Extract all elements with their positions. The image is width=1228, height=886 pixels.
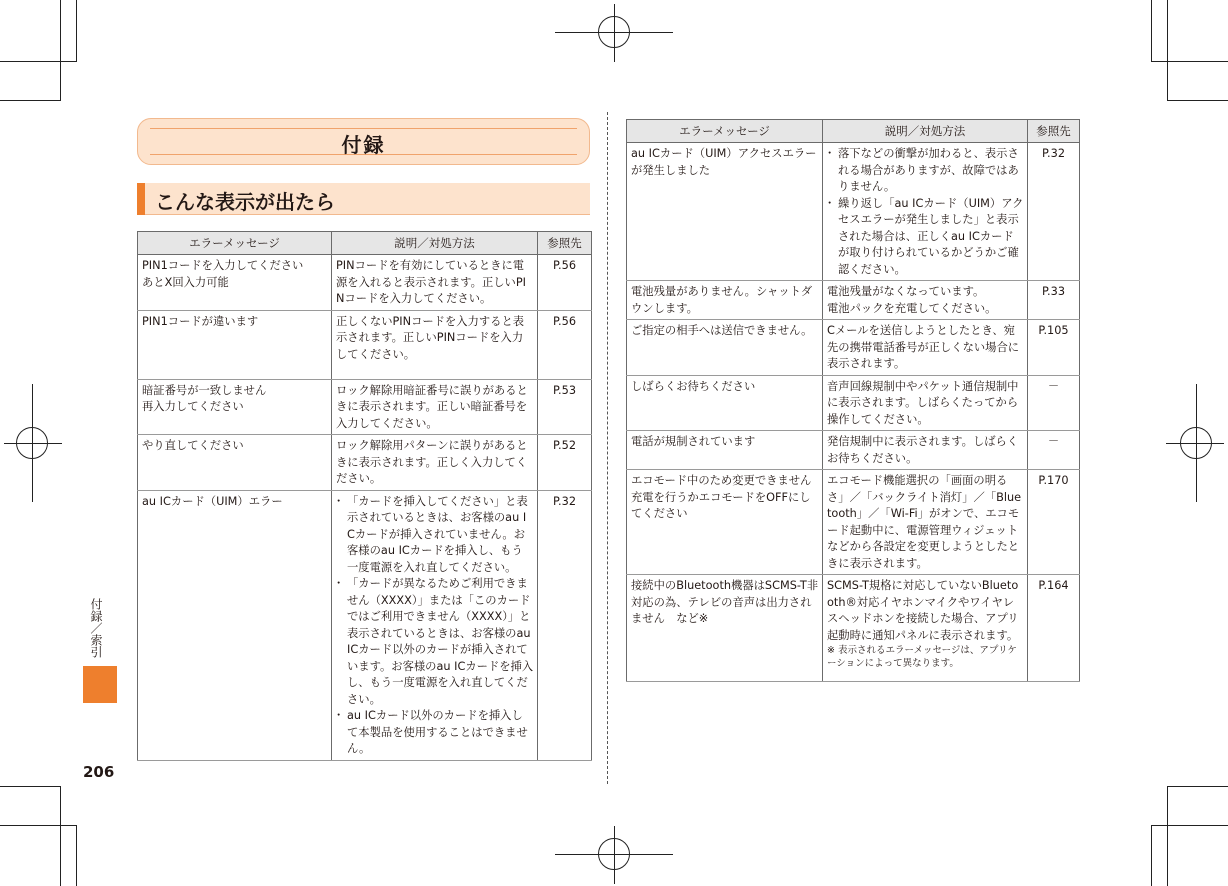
chapter-title: 付録 [341, 133, 386, 157]
error-description: エコモード機能選択の「画面の明るさ」／「バックライト消灯」／「Bluetooth」／「Wi-Fi」がオンで、エコモード起動中に、電源管理ウィジェットなどから各設定を変更しようとしたときに表示されます。 [823, 470, 1028, 575]
page-reference: P.32 [538, 490, 592, 760]
error-message: PIN1コードを入力してください あとX回入力可能 [138, 255, 332, 311]
section-accent-bar [137, 183, 145, 215]
section-title: こんな表示が出たら [155, 190, 335, 214]
error-description: ロック解除用パターンに誤りがあるときに表示されます。正しく入力してください。 [332, 435, 538, 491]
error-message: ご指定の相手へは送信できません。 [627, 320, 823, 376]
header-reference: 参照先 [538, 232, 592, 255]
page-reference: P.164 [1028, 575, 1080, 682]
error-message: 電池残量がありません。シャットダウンします。 [627, 281, 823, 320]
error-description: Cメールを送信しようとしたとき、宛先の携帯電話番号が正しくない場合に表示されます。 [823, 320, 1028, 376]
header-description: 説明／対処方法 [823, 120, 1028, 143]
page-reference: P.52 [538, 435, 592, 491]
bullet-item: ・ 「カードを挿入してください」と表示されているときは、お客様のau ICカードが挿入されていません。お客様のau ICカードを挿入し、もう一度電源を入れ直してください。 [336, 494, 534, 577]
table-row [627, 320, 1080, 376]
table-header-row [627, 120, 1080, 143]
error-description: PINコードを有効にしているときに電源を入れると表示されます。正しいPINコードを入力してください。 [332, 255, 538, 311]
page-reference: P.170 [1028, 470, 1080, 575]
section-header [137, 183, 590, 215]
table-row [138, 490, 592, 760]
header-message: エラーメッセージ [627, 120, 823, 143]
error-description [332, 490, 538, 760]
error-table-right [626, 119, 1080, 682]
table-row [627, 431, 1080, 470]
table-row [627, 470, 1080, 575]
table-row [627, 143, 1080, 281]
table-row [138, 310, 592, 379]
page-reference: P.33 [1028, 281, 1080, 320]
error-message: エコモード中のため変更できません 充電を行うかエコモードをOFFにしてください [627, 470, 823, 575]
error-message: やり直してください [138, 435, 332, 491]
page-reference: P.32 [1028, 143, 1080, 281]
page-reference: P.56 [538, 310, 592, 379]
table-row [138, 435, 592, 491]
error-message: PIN1コードが違います [138, 310, 332, 379]
table-row [627, 575, 1080, 682]
table-row [627, 281, 1080, 320]
error-description: 発信規制中に表示されます。しばらくお待ちください。 [823, 431, 1028, 470]
page-reference: P.53 [538, 379, 592, 435]
error-message: au ICカード（UIM）アクセスエラーが発生しました [627, 143, 823, 281]
header-description: 説明／対処方法 [332, 232, 538, 255]
table-row [138, 379, 592, 435]
header-reference: 参照先 [1028, 120, 1080, 143]
side-index-tab [83, 666, 117, 703]
error-description: SCMS-T規格に対応していないBluetooth®対応イヤホンマイクやワイヤレスヘッドホンを接続した場合、アプリ起動時に通知パネルに表示されます。 ※ 表示されるエラーメッセージは、アプリケーションによって異なります。 [823, 575, 1028, 682]
error-message: 接続中のBluetooth機器はSCMS-T非対応の為、テレビの音声は出力されません など※ [627, 575, 823, 682]
error-description: 電池残量がなくなっています。 電池パックを充電してください。 [823, 281, 1028, 320]
table-header-row [138, 232, 592, 255]
error-table-left [137, 231, 592, 761]
footnote: ※ 表示されるエラーメッセージは、アプリケーションによって異なります。 [827, 645, 1017, 669]
error-message: au ICカード（UIM）エラー [138, 490, 332, 760]
page-reference: P.105 [1028, 320, 1080, 376]
chapter-banner [137, 118, 590, 165]
table-row [627, 375, 1080, 431]
bullet-item: ・ 落下などの衝撃が加わると、表示される場合がありますが、故障ではありません。 [827, 146, 1024, 196]
table-row [138, 255, 592, 311]
error-description: 音声回線規制中やパケット通信規制中に表示されます。しばらくたってから操作してください。 [823, 375, 1028, 431]
error-description: ロック解除用暗証番号に誤りがあるときに表示されます。正しい暗証番号を入力してください。 [332, 379, 538, 435]
error-description [823, 143, 1028, 281]
page-reference: P.56 [538, 255, 592, 311]
side-index-label: 付録／索引 [89, 598, 103, 658]
error-description: 正しくないPINコードを入力すると表示されます。正しいPINコードを入力してください。 [332, 310, 538, 379]
error-message: 電話が規制されています [627, 431, 823, 470]
page-reference: － [1028, 375, 1080, 431]
page-reference: － [1028, 431, 1080, 470]
bullet-item: ・ 「カードが異なるためご利用できません（XXXX）」または「このカードではご利用できません（XXXX）」と表示されているときは、お客様のau ICカード以外のカードが挿入されています。お客様のau ICカードを挿入し、もう一度電源を入れ直してください。 [336, 576, 534, 708]
bullet-item: ・ au ICカード以外のカードを挿入して本製品を使用することはできません。 [336, 708, 534, 758]
error-message: 暗証番号が一致しません 再入力してください [138, 379, 332, 435]
bullet-item: ・ 繰り返し「au ICカード（UIM）アクセスエラーが発生しました」と表示された場合は、正しくau ICカードが取り付けられているかどうかご確認ください。 [827, 196, 1024, 279]
column-divider [607, 112, 608, 784]
page-number: 206 [83, 763, 115, 781]
error-message: しばらくお待ちください [627, 375, 823, 431]
header-message: エラーメッセージ [138, 232, 332, 255]
